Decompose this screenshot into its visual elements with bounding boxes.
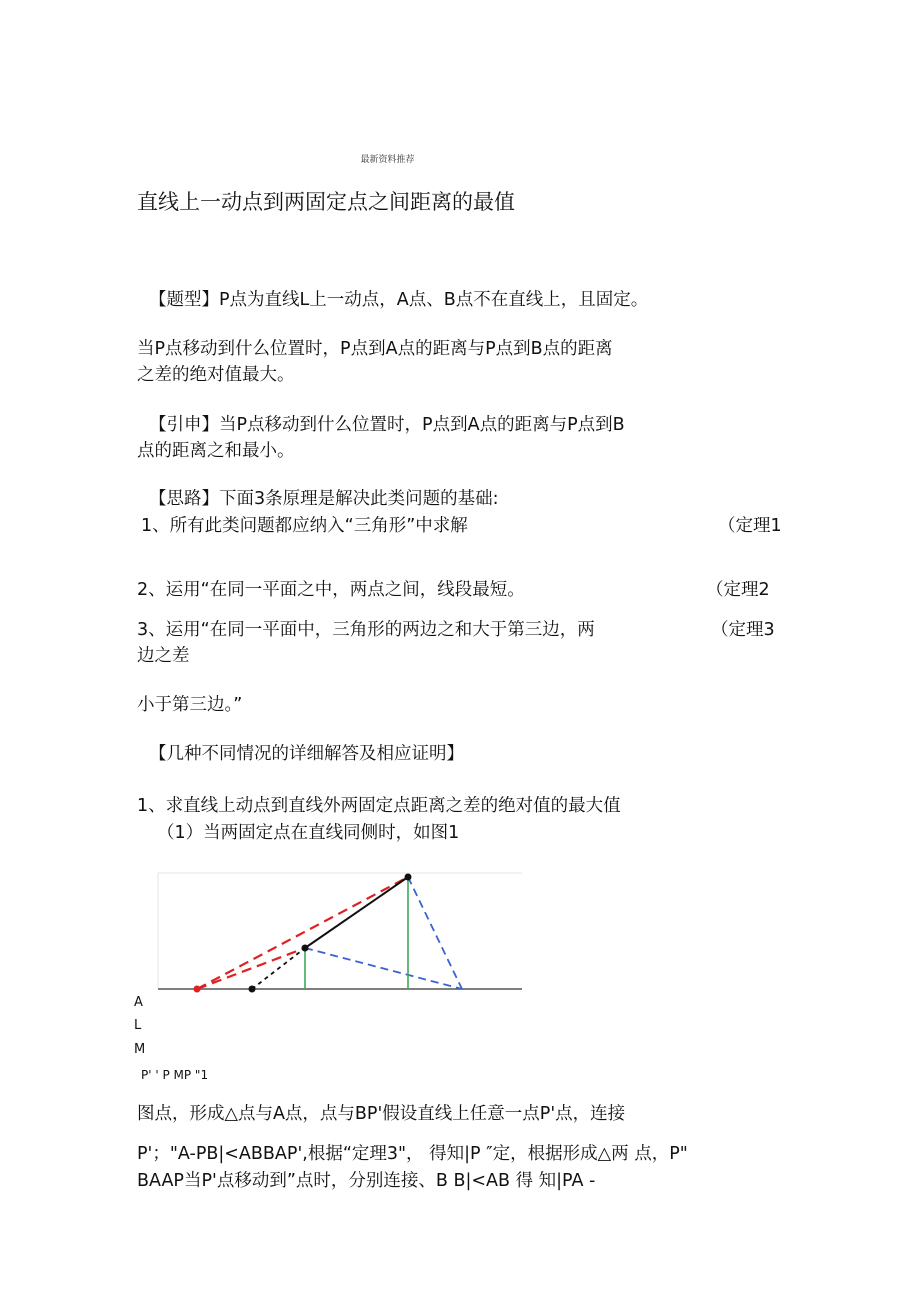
principle-1-tag: （定理1 — [718, 516, 782, 536]
proof-line-2: P'；"A-PB|<ABBAP',根据“定理3"， 得知|P ″定，根据形成△两 点，P" — [137, 1144, 688, 1164]
idea-heading: 【思路】下面3条原理是解决此类问题的基础: — [149, 489, 499, 509]
blue-dash-a — [305, 948, 462, 989]
segment-ab — [305, 877, 408, 948]
principle-3-cont-1: 边之差 — [137, 646, 190, 666]
principle-3-cont-2: 小于第三边。” — [137, 695, 243, 715]
principle-3-tag: （定理3 — [711, 620, 775, 640]
black-dot-extension — [252, 948, 305, 989]
figure-1 — [150, 866, 530, 996]
extension-line-1: 【引申】当P点移动到什么位置时，P点到A点的距离与P点到B — [149, 415, 625, 435]
principle-2-tag: （定理2 — [706, 580, 770, 600]
point-red — [194, 986, 201, 993]
red-dash-1 — [197, 877, 408, 989]
case1-title: 1、求直线上动点到直线外两固定点距离之差的绝对值的最大值 — [137, 796, 621, 816]
page-header: 最新资料推荐 — [360, 155, 415, 165]
point-p — [249, 986, 256, 993]
figure-label-m: M — [134, 1042, 146, 1057]
question-line-2: 之差的绝对值最大。 — [137, 365, 295, 385]
proof-line-1: 图点，形成△点与A点，点与BP'假设直线上任意一点P'点，连接 — [137, 1104, 626, 1124]
principle-2: 2、运用“在同一平面之中，两点之间，线段最短。 — [137, 580, 525, 600]
red-dash-2 — [197, 948, 305, 989]
blue-dash-b — [408, 877, 462, 989]
principle-1: 1、所有此类问题都应纳入“三角形”中求解 — [141, 516, 468, 536]
figure-label-a: A — [134, 995, 143, 1010]
document-title: 直线上一动点到两固定点之间距离的最值 — [137, 190, 515, 214]
problem-type: 【题型】P点为直线L上一动点，A点、B点不在直线上，且固定。 — [149, 290, 649, 310]
figure-label-l: L — [134, 1018, 142, 1033]
case1-subtitle: （1）当两固定点在直线同侧时，如图1 — [157, 823, 460, 843]
extension-line-2: 点的距离之和最小。 — [137, 441, 295, 461]
section-heading: 【几种不同情况的详细解答及相应证明】 — [149, 744, 464, 764]
point-b — [405, 874, 412, 881]
point-a — [302, 945, 309, 952]
figure-caption: P' ' P MP "1 — [141, 1068, 209, 1082]
proof-line-3: BAAP当P'点移动到”点时，分别连接、B B|<AB 得 知|PA - — [137, 1171, 596, 1191]
principle-3: 3、运用“在同一平面中，三角形的两边之和大于第三边，两 — [137, 620, 595, 640]
question-line-1: 当P点移动到什么位置时，P点到A点的距离与P点到B点的距离 — [137, 339, 613, 359]
